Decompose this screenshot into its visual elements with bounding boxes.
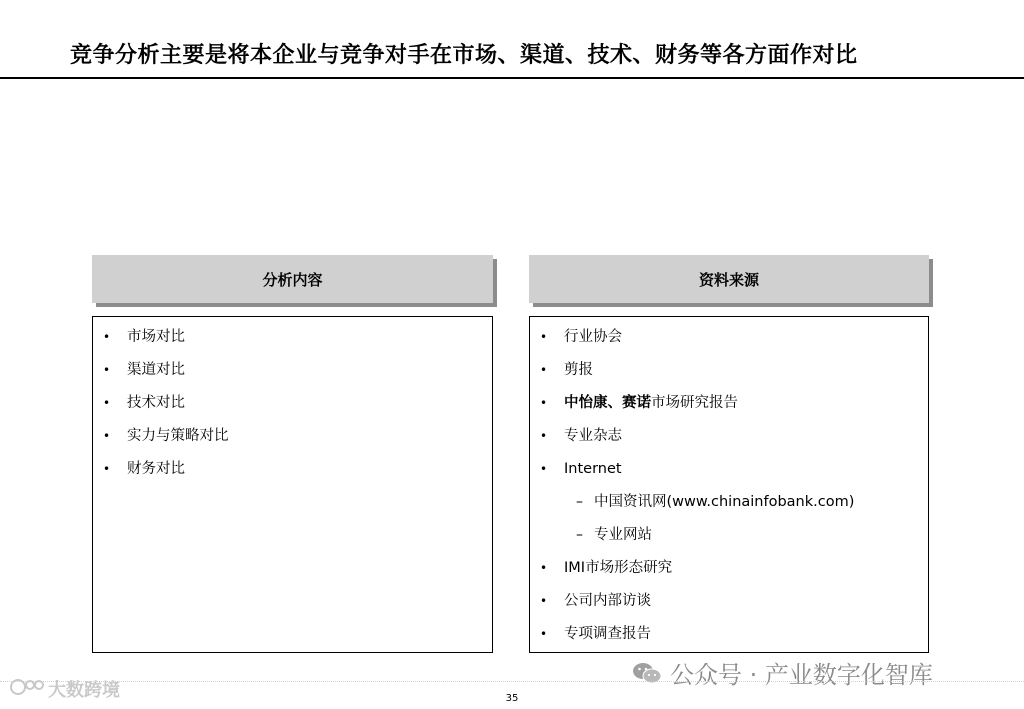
list-item: • 市场对比 [103, 329, 185, 345]
list-item: • 行业协会 [540, 329, 622, 345]
bullet-icon: • [540, 330, 548, 344]
logo-text: 大数跨境 [48, 680, 120, 701]
bullet-icon: • [540, 462, 548, 476]
list-item: • 专业杂志 [540, 428, 622, 444]
bullet-icon: • [103, 462, 111, 476]
data-sources-box [529, 316, 929, 653]
watermark-text: 公众号 · 产业数字化智库 [670, 661, 933, 689]
list-item: • IMI市场形态研究 [540, 560, 673, 576]
bullet-icon: • [103, 363, 111, 377]
data-sources-list [530, 317, 928, 657]
wechat-watermark [632, 655, 933, 690]
sub-list-item: – 中国资讯网(www.chinainfobank.com) [576, 494, 855, 510]
bullet-icon: • [540, 363, 548, 377]
list-item: • 实力与策略对比 [103, 428, 229, 444]
data-sources-header: 资料来源 [529, 255, 929, 303]
bullet-icon: • [540, 594, 548, 608]
sub-list-item: – 专业网站 [576, 527, 652, 543]
bullet-icon: • [540, 429, 548, 443]
footer-divider [0, 681, 1024, 682]
list-item: • 技术对比 [103, 395, 185, 411]
bullet-icon: • [103, 429, 111, 443]
analysis-content-list [93, 317, 492, 492]
bullet-icon: • [540, 396, 548, 410]
page-title: 竞争分析主要是将本企业与竞争对手在市场、渠道、技术、财务等各方面作对比 [70, 43, 858, 68]
list-item: • 专项调查报告 [540, 626, 651, 642]
dash-icon: – [576, 494, 583, 510]
list-item: • 财务对比 [103, 461, 185, 477]
bullet-icon: • [103, 396, 111, 410]
list-item: • 公司内部访谈 [540, 593, 651, 609]
analysis-content-box [92, 316, 493, 653]
list-item: • Internet [540, 461, 622, 477]
list-item: • 剪报 [540, 362, 593, 378]
bullet-icon: • [540, 627, 548, 641]
list-item: • 渠道对比 [103, 362, 185, 378]
title-divider [0, 77, 1024, 79]
analysis-content-header: 分析内容 [92, 255, 493, 303]
bullet-icon: • [540, 561, 548, 575]
page-number: 35 [505, 693, 519, 704]
dash-icon: – [576, 527, 583, 543]
bullet-icon: • [103, 330, 111, 344]
list-item: • 中怡康、赛诺市场研究报告 [540, 395, 738, 411]
